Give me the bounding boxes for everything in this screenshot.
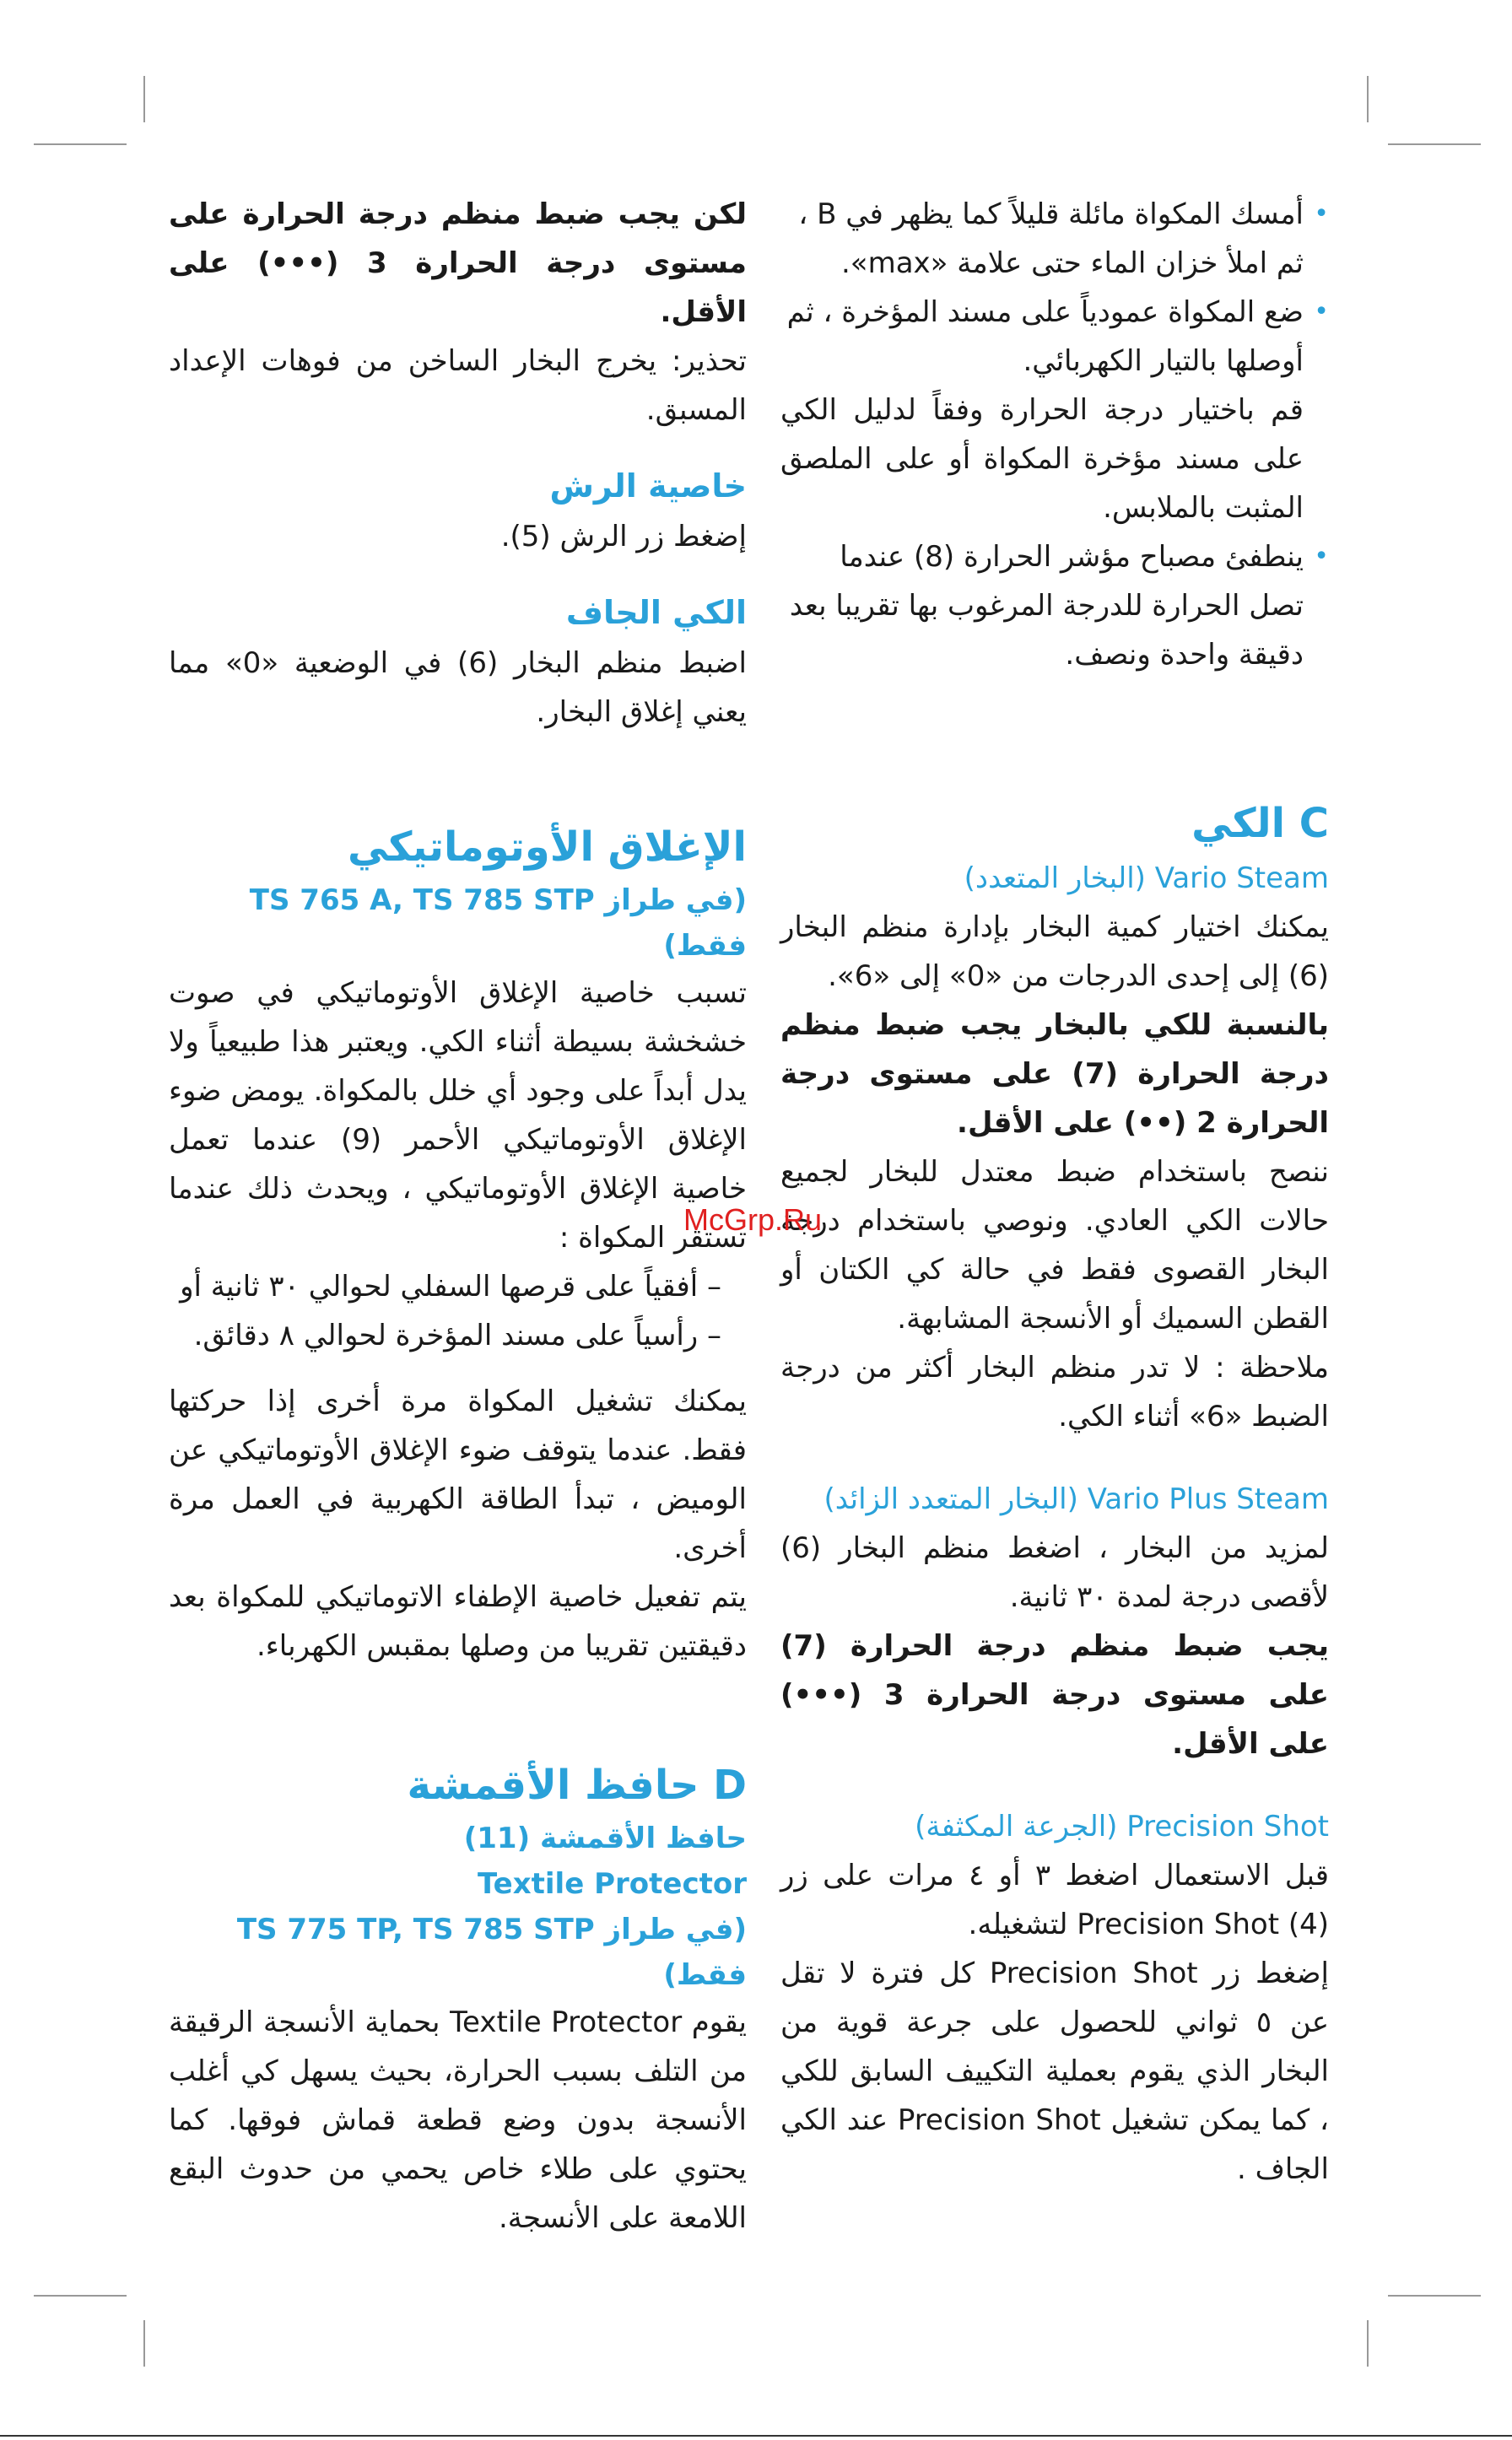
crop-mark xyxy=(1388,143,1481,145)
auto-shutoff-dash-2: – رأسياً على مسند المؤخرة لحوالي ٨ دقائق. xyxy=(193,1319,721,1352)
list-item: • ضع المكواة عمودياً على مسند المؤخرة ، ثم أوصلها بالتيار الكهربائي. xyxy=(780,288,1329,386)
auto-shutoff-paragraph-2: يمكنك تشغيل المكواة مرة أخرى إذا حركتها فقط. عندما يتوقف ضوء الإغلاق الأوتوماتيكي عن الوميض ، تبدأ الطاقة الكهربية في العمل مرة أخرى. xyxy=(169,1385,747,1565)
bottom-rule xyxy=(0,2435,1512,2437)
vario-plus-paragraph: لمزيد من البخار ، اضغط منظم البخار (6) لأقصى درجة لمدة ٣٠ ثانية. xyxy=(780,1531,1329,1614)
vario-steam-title: Vario Steam (البخار المتعدد) xyxy=(964,861,1329,895)
warning-text: تحذير: يخرج البخار الساخن من فوهات الإعداد المسبق. xyxy=(169,344,747,427)
section-c-title: C الكي xyxy=(1191,800,1329,847)
step-text: قم باختيار درجة الحرارة وفقاً لدليل الكي على مسند مؤخرة المكواة أو على الملصق المثبت بالملابس. xyxy=(780,393,1304,525)
auto-shutoff-title: الإغلاق الأوتوماتيكي xyxy=(347,823,747,871)
vario-steam-bold: بالنسبة للكي بالبخار يجب ضبط منظم درجة الحرارة (7) على مستوى درجة الحرارة 2 (••) على الأقل. xyxy=(780,1008,1330,1140)
precision-shot-title: Precision Shot (الجرعة المكثفة) xyxy=(915,1810,1329,1843)
auto-shutoff-paragraph-1: تسبب خاصية الإغلاق الأوتوماتيكي في صوت خشخشة بسيطة أثناء الكي. ويعتبر هذا طبيعياً ولا يدل أبداً على وجود أي خلل بالمكواة. يومض ضوء الإغلاق الأوتوماتيكي الأحمر (9) عندما تعمل خاصية الإغلاق الأوتوماتيكي ، ويحدث ذلك عندما تستقر المكواة : xyxy=(169,976,747,1255)
spray-paragraph: إضغط زر الرش (5). xyxy=(500,520,747,553)
dry-ironing-title: الكي الجاف xyxy=(565,594,747,631)
dry-ironing-paragraph: اضبط منظم البخار (6) في الوضعية «0» مما يعني إغلاق البخار. xyxy=(169,646,747,729)
vario-steam-note: ملاحظة : لا تدر منظم البخار أكثر من درجة الضبط «6» أثناء الكي. xyxy=(780,1351,1329,1433)
crop-mark xyxy=(1388,2295,1481,2297)
crop-mark xyxy=(34,2295,127,2297)
watermark: McGrp.Ru xyxy=(683,1202,823,1237)
list-item: • أمسك المكواة مائلة قليلاً كما يظهر في B ، ثم املأ خزان الماء حتى علامة «max». xyxy=(780,190,1329,288)
bullet-icon: • xyxy=(1314,297,1329,327)
textile-protector-paragraph: يقوم Textile Protector بحماية الأنسجة الرقيقة من التلف بسبب الحرارة، بحيث يسهل كي أغلب الأنسجة بدون وضع قطعة قماش فوقها. كما يحتوي على طلاء خاص يحمي من حدوث البقع اللامعة على الأنسجة. xyxy=(169,2005,747,2235)
precision-paragraph-1: قبل الاستعمال اضغط ٣ أو ٤ مرات على زر Precision Shot (4) لتشغيله. xyxy=(780,1859,1329,1941)
crop-mark xyxy=(1367,76,1369,122)
textile-protector-subtitle: حافظ الأقمشة (11) xyxy=(463,1822,747,1855)
vario-steam-paragraph: يمكنك اختيار كمية البخار بإدارة منظم البخار (6) إلى إحدى الدرجات من «0» إلى «6». xyxy=(780,910,1329,993)
crop-mark xyxy=(1367,2320,1369,2367)
crop-mark xyxy=(34,143,127,145)
vario-steam-paragraph-2: ننصح باستخدام ضبط معتدل للبخار لجميع حالات الكي العادي. ونوصي باستخدام درجة البخار القصوى فقط في حالة كي الكتان أو القطن السميك أو الأنسجة المشابهة. xyxy=(780,1155,1329,1336)
textile-protector-name: Textile Protector xyxy=(477,1867,747,1901)
auto-shutoff-dash-1: – أفقياً على قرصها السفلي لحوالي ٣٠ ثانية أو xyxy=(180,1270,721,1304)
textile-protector-models: (في طراز TS 775 TP, TS 785 STP فقط) xyxy=(236,1913,747,1992)
vario-plus-bold: يجب ضبط منظم درجة الحرارة (7) على مستوى درجة الحرارة 3 (•••) على الأقل. xyxy=(780,1629,1330,1761)
bullet-icon: • xyxy=(1314,199,1329,229)
right-column xyxy=(780,190,1329,2194)
list-item: • ينطفئ مصباح مؤشر الحرارة (8) عندما تصل الحرارة للدرجة المرغوب بها تقريبا بعد دقيقة واحدة ونصف. xyxy=(780,532,1329,679)
crop-mark xyxy=(143,76,145,122)
precision-paragraph-2: إضغط زر Precision Shot كل فترة لا تقل عن ٥ ثواني للحصول على جرعة قوية من البخار الذي يقوم بعملية التكييف السابق للكي ، كما يمكن تشغيل Precision Shot عند الكي الجاف . xyxy=(780,1957,1329,2186)
auto-shutoff-paragraph-3: يتم تفعيل خاصية الإطفاء الاتوماتيكي للمكواة بعد دقيقتين تقريبا من وصلها بمقبس الكهرباء. xyxy=(169,1580,747,1663)
crop-mark xyxy=(143,2320,145,2367)
bullet-icon: • xyxy=(1314,542,1329,571)
left-column xyxy=(169,190,747,2243)
section-d-title: D حافظ الأقمشة xyxy=(407,1762,747,1809)
spray-title: خاصية الرش xyxy=(549,467,747,505)
vario-plus-title: Vario Plus Steam (البخار المتعدد الزائد) xyxy=(824,1482,1329,1516)
temperature-note: لكن يجب ضبط منظم درجة الحرارة على مستوى درجة الحرارة 3 (•••) على الأقل. xyxy=(169,197,747,329)
auto-shutoff-models: (في طراز TS 765 A, TS 785 STP فقط) xyxy=(249,883,747,963)
